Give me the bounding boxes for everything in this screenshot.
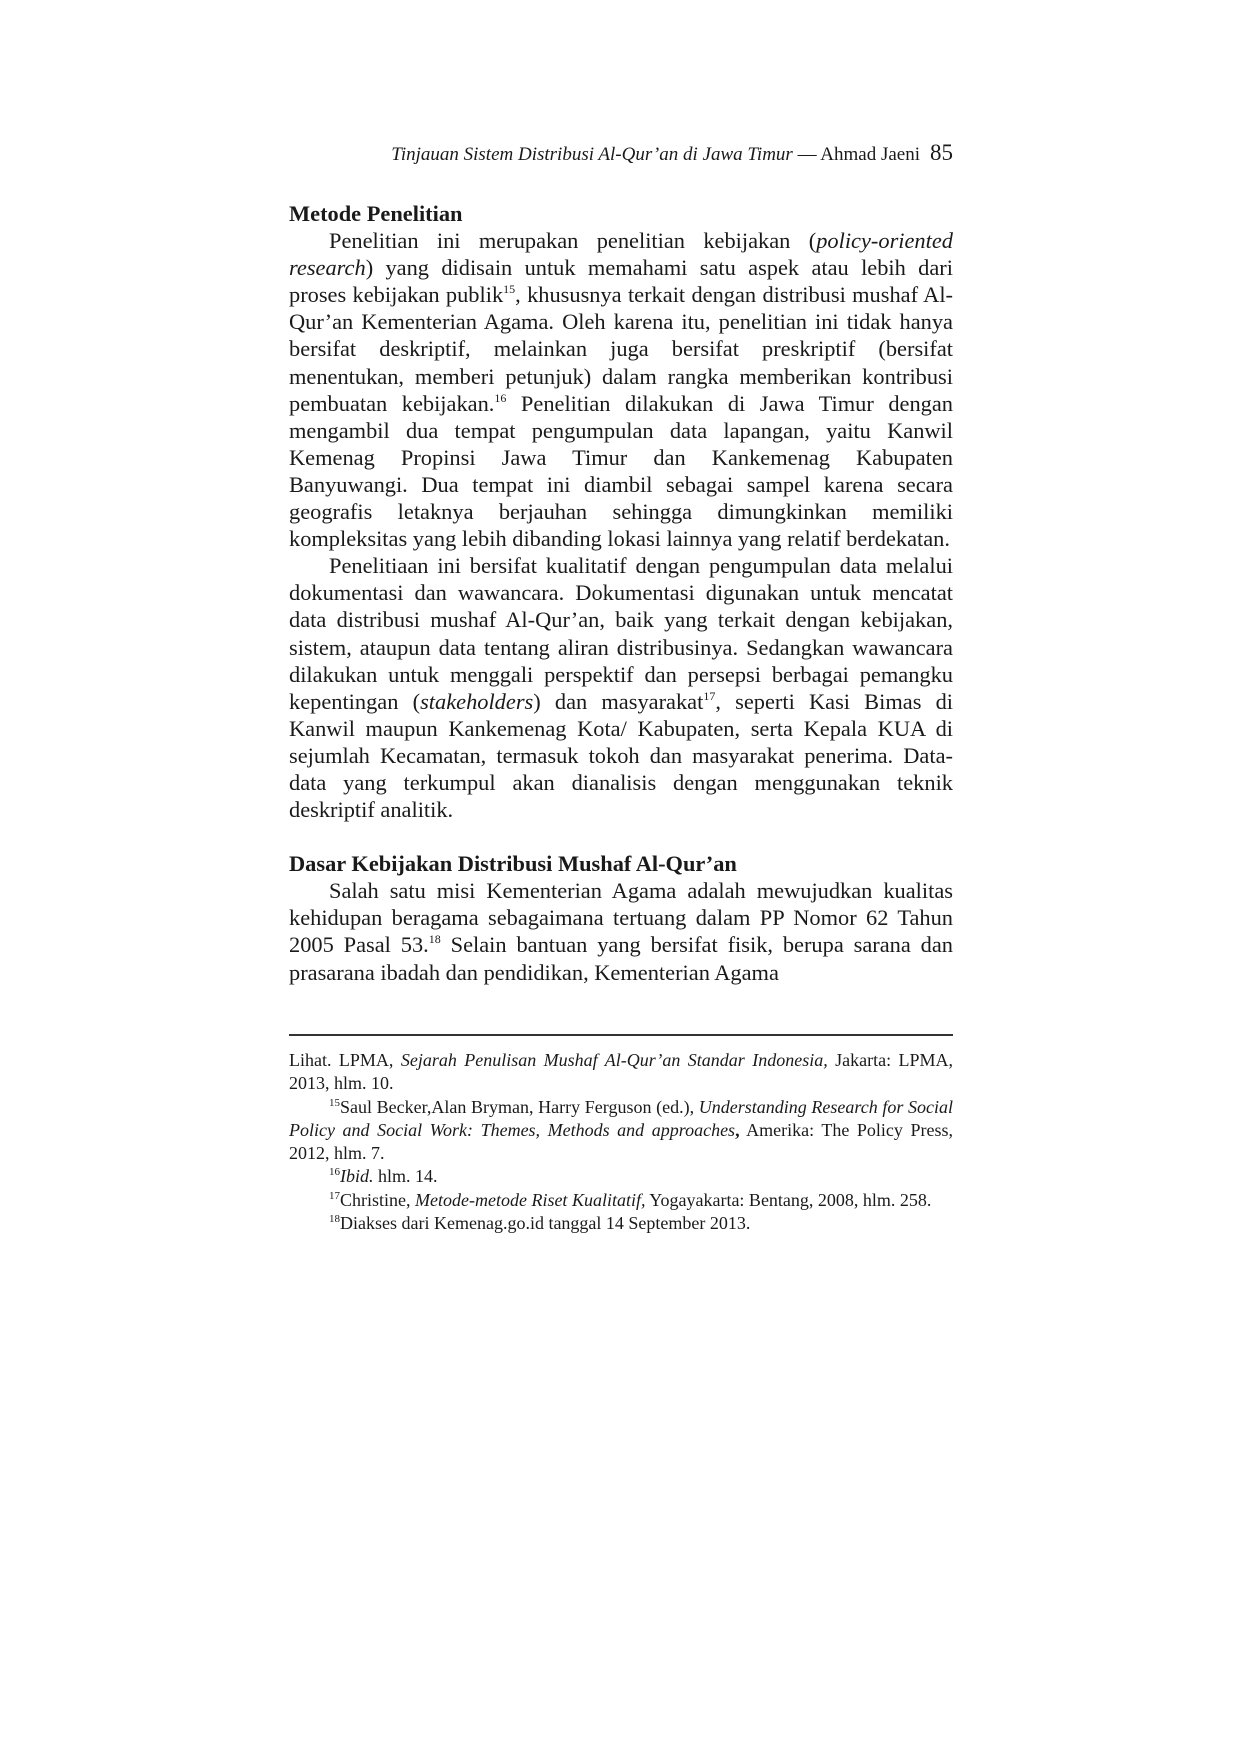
footnote-17 <box>289 1189 953 1212</box>
text-run: Penelitiaan ini bersifat kualitatif dengan pengumpulan data melalui dokumentasi dan wawancara. Dokumentasi digunakan untuk mencatat data distribusi mushaf Al-Qur’an, baik yang terkait dengan kebijakan, sistem, ataupun data tentang aliran distribusinya. Sedangkan wawancara dilakukan untuk menggali perspektif dan persepsi berbagai pemangku kepentingan ( <box>289 553 953 714</box>
footnote-15 <box>289 1096 953 1166</box>
section-heading-metode: Metode Penelitian <box>289 201 463 226</box>
text-run: Selain bantuan yang bersifat fisik, berupa sarana dan prasarana ibadah dan pendidikan, Kementerian Agama <box>289 932 953 985</box>
running-header <box>391 140 953 166</box>
footnote-divider <box>289 1034 953 1036</box>
footnote-ref: 16 <box>494 390 507 405</box>
text-run: Amerika: The Policy Press, 2012, hlm. 7. <box>289 1119 953 1164</box>
text-run: Christine, <box>340 1189 415 1210</box>
text-run: , <box>735 1119 740 1140</box>
running-title: Tinjauan Sistem Distribusi Al-Qur’an di Jawa Timur <box>391 144 793 165</box>
footnote-18 <box>289 1212 953 1235</box>
text-run: Salah satu misi Kementerian Agama adalah mewujudkan kualitas kehidupan beragama sebagaimana tertuang dalam PP Nomor 62 Tahun 2005 Pasal 53. <box>289 878 953 958</box>
footnotes <box>289 1049 953 1235</box>
footnote-number: 18 <box>329 1213 340 1226</box>
paragraph-metode-1 <box>289 227 953 552</box>
text-run: Diakses dari Kemenag.go.id tanggal 14 September 2013. <box>340 1213 751 1234</box>
footnote-16 <box>289 1165 953 1188</box>
text-run: Penelitian ini merupakan penelitian kebijakan ( <box>329 228 817 254</box>
header-separator: — <box>792 144 821 165</box>
text-run: Lihat. LPMA, <box>289 1050 401 1070</box>
text-run: ) yang didisain untuk memahami satu aspek atau lebih dari proses kebijakan publik <box>289 255 953 308</box>
text-run: , seperti Kasi Bimas di Kanwil maupun Kankemenag Kota/ Kabupaten, serta Kepala KUA di sejumlah Kecamatan, termasuk tokoh dan masyarakat penerima. Data-data yang terkumpul akan dianalisis dengan menggunakan teknik deskriptif analitik. <box>289 688 953 823</box>
text-run: Yogayakarta: Bentang, 2008, hlm. 258. <box>645 1189 932 1210</box>
footnote-number: 16 <box>329 1166 340 1179</box>
italic-term: stakeholders <box>420 688 534 714</box>
paragraph-dasar-1 <box>289 877 953 985</box>
footnote-number: 15 <box>329 1096 340 1109</box>
italic-title: Understanding Research for Social Policy and Social Work: Themes, Methods and approaches <box>289 1096 953 1140</box>
italic-title: Ibid. <box>340 1166 374 1187</box>
text-run: Jakarta: LPMA, 2013, hlm. 10. <box>289 1050 954 1094</box>
text-run: hlm. 14. <box>373 1166 438 1187</box>
text-run: Penelitian dilakukan di Jawa Timur dengan mengambil dua tempat pengumpulan data lapangan, yaitu Kanwil Kemenag Propinsi Jawa Timur dan Kankemenag Kabupaten Banyuwangi. Dua tempat ini diambil sebagai sampel karena secara geografis letaknya berjauhan sehingga dimungkinkan memiliki kompleksitas yang lebih dibanding lokasi lainnya yang relatif berdekatan. <box>289 390 954 552</box>
italic-title: Metode-metode Riset Kualitatif, <box>415 1189 646 1210</box>
text-run: , khususnya terkait dengan distribusi mushaf Al-Qur’an Kementerian Agama. Oleh karena itu, penelitian ini tidak hanya bersifat deskriptif, melainkan juga bersifat preskriptif (bersifat menentukan, memberi petunjuk) dalam rangka memberikan kontribusi pembuatan kebijakan. <box>289 282 953 416</box>
footnote-continued <box>289 1049 953 1096</box>
italic-title: Sejarah Penulisan Mushaf Al-Qur’an Standar Indonesia, <box>400 1050 828 1070</box>
text-run: ) dan masyarakat <box>533 688 704 714</box>
paragraph-metode-2 <box>289 552 953 823</box>
footnote-ref: 18 <box>428 932 441 947</box>
footnote-ref: 17 <box>703 688 716 703</box>
text-run: Saul Becker,Alan Bryman, Harry Ferguson (ed.), <box>340 1096 699 1117</box>
header-author: Ahmad Jaeni <box>820 144 920 165</box>
section-heading-dasar: Dasar Kebijakan Distribusi Mushaf Al-Qur’an <box>289 851 737 877</box>
footnote-ref: 15 <box>503 282 516 297</box>
italic-term: policy-oriented research <box>289 228 953 281</box>
footnote-number: 17 <box>329 1189 340 1202</box>
page-number: 85 <box>930 140 953 165</box>
main-text <box>289 200 953 986</box>
